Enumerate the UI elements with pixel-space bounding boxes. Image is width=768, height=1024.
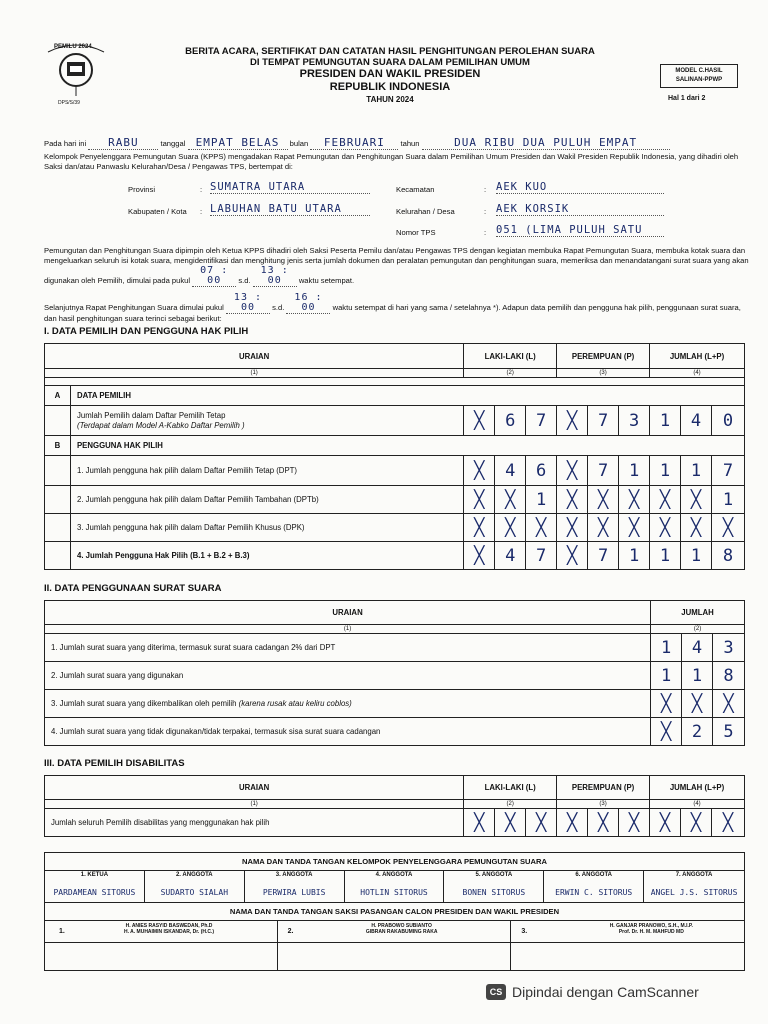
kpu-logo xyxy=(40,40,112,112)
pemungutan-start: 07 : 00 xyxy=(192,266,236,287)
intro-text: Kelompok Penyelenggara Pemungutan Suara (KPPS) mengadakan Rapat Pemungutan dan Penghitungan Suara dalam Pemilihan Umum Presiden dan Wakil Presiden Republik Indonesia, yang dihadiri oleh Saksi dan/atau Panwaslu Kelurahan/Desa / Pengawas TPS, bertempat di: xyxy=(44,151,739,171)
form-page: PEMILU 2024 DPS/S/39 BERITA ACARA, SERTIFIKAT DAN CATATAN HASIL PENGHITUNGAN PEROLEHAN SUARA DI TEMPAT PEMUNGUTAN SUARA DALAM PEMILIHAN UMUM PRESIDEN DAN WAKIL PRESIDEN REPUBLIK INDONESIA TAHUN 2024 MODEL C.HASIL SALINAN-PPWP Hal 1 dari 2 Pada hari ini RABU tanggal EMPAT BELAS bulan FEBRUARI tahun DUA RIBU DUA PULUH EMPAT Kelompok Penyelenggara Pemungutan Suara (KPPS) mengadakan Rapat Pemungutan dan Penghitungan Suara dalam Pemilihan Umum Presiden dan Wakil Presiden Republik Indonesia, yang dihadiri oleh Saksi dan/atau Panwaslu Kelurahan/Desa / Pengawas TPS, bertempat di: Provinsi : SUMATRA UTARA Kabupaten / Kota : LABUHAN BATU UTARA Kecamatan : AEK KUO Kelurahan / Desa : AEK KORSIK Nomor TPS : 051 (LIMA PULUH SATU Pemungutan dan Penghitungan Suara dipimpin oleh Ketua KPPS dihadiri oleh Saksi Peserta Pemilu dan/atau Pengawas TPS dengan kegiatan membuka Rapat Pemungutan Suara, membuka kotak suara dan mengeluarkan seluruh isi kotak suara, mengidentifikasi dan menghitung jenis serta jumlah dokumen dan peralatan pemungutan dan penghitungan suara, memeriksa dan menandatangani surat suara yang akan digunakan oleh Pemilih, dimulai pada pukul 07 : 00 s.d. 13 : 00 waktu setempat. Selanjutnya Rapat Penghitungan Suara dimulai pukul 13 : 00 s.d. 16 : 00 waktu setempat di hari yang sama / setelahnya *). Adapun data pemilih dan pengguna hak pilih, penggunaan surat suara, dan hasil penghitungan suara terinci sebagai berikut: I. DATA PEMILIH DAN PENGGUNA HAK PILIH URAIAN LAKI-LAKI (L) PEREMPUAN (P) JUMLAH (L+P) (1) (2) (3) (4) A DATA PEMILIH Jumlah Pemilih dalam Daftar Pemilih Tetap (Terdapat dalam Model A-Kabko Daftar Pemilih ) ╳ 6 7 ╳ 7 3 1 4 0 B PENGGUNA HAK PILIH 1. Jumlah pengguna hak pilih dalam Daftar Pemilih Tetap (DPT) ╳ 4 6 ╳ 7 1 1 1 7 2. Jumlah pengguna hak pilih dalam Daftar Pemilih Tambahan (DPTb) ╳ ╳ 1 ╳ ╳ ╳ ╳ ╳ 1 3. Jumlah pengguna hak pilih dalam Daftar Pemilih Khusus (DPK) ╳ ╳ ╳ ╳ ╳ ╳ ╳ ╳ ╳ 4. Jumlah Pengguna Hak Pilih (B.1 + B.2 + B.3) ╳ 4 7 ╳ 7 1 1 1 8 II. DATA PENGGUNAAN SURAT SUARA URAIAN JUMLAH (1) (2) 1. Jumlah surat suara yang diterima, termasuk surat suara cadangan 2% dari DPT 1 4 3 2. Jumlah surat suara yang digunakan 1 1 8 3. Jumlah surat suara yang dikembalikan oleh pemilih (karena rusak atau keliru coblos) ╳ ╳ ╳ 4. Jumlah surat suara yang tidak digunakan/tidak terpakai, termasuk sisa surat suara cadangan ╳ 2 5 III. DATA PEMILIH DISABILITAS URAIAN LAKI-LAKI (L) PEREMPUAN (P) JUMLAH (L+P) (1) (2) (3) (4) Jumlah seluruh Pemilih disabilitas yang menggunakan hak pilih ╳ ╳ ╳ ╳ ╳ ╳ ╳ ╳ ╳ NAMA DAN TANDA TANGAN KELOMPOK PENYELENGGARA PEMUNGUTAN SUARA 1. KETUA PARDAMEAN SITORUS 2. ANGGOTA SUDARTO SIALAH 3. ANGGOTA PERWIRA LUBIS 4. ANGGOTA HOTLIN SITORUS 5. ANGGOTA BONEN SITORUS 6. ANGGOTA ERWIN C. SITORUS 7. ANGGOTA ANGEL J.S. SITORUS NAMA DAN TANDA TANGAN SAKSI PASANGAN CALON PRESIDEN DAN WAKIL PRESIDEN 1. H. ANIES RASYID BASWEDAN, Ph.D H. A. MUHAIMIN ISKANDAR, Dr. (H.C.) 2. H. PRABOWO SUBIANTO GIBRAN RAKABUMING RAKA 3. H. GANJAR PRANOWO, S.H., M.I.P. Prof. Dr. H. M. MAHFUD MD CS Dipindai dengan CamScanner xyxy=(0,0,768,1024)
signature-cell: 4. ANGGOTA HOTLIN SITORUS xyxy=(344,871,444,903)
kelurahan-label: Kelurahan / Desa xyxy=(396,207,455,216)
bulan-label: bulan xyxy=(289,139,309,148)
model-line-1: MODEL C.HASIL xyxy=(675,68,723,74)
pada-hari-label: Pada hari ini xyxy=(44,139,87,148)
signature-cell: 5. ANGGOTA BONEN SITORUS xyxy=(444,871,544,903)
provinsi-label: Provinsi xyxy=(128,185,156,194)
tahun-label: tahun xyxy=(400,139,420,148)
page-number: Hal 1 dari 2 xyxy=(668,95,706,102)
col-uraian: URAIAN xyxy=(45,344,464,369)
signature-cell: 3. ANGGOTA PERWIRA LUBIS xyxy=(244,871,344,903)
section-1-title: I. DATA PEMILIH DAN PENGGUNA HAK PILIH xyxy=(44,326,249,337)
table-data-pemilih: URAIAN LAKI-LAKI (L) PEREMPUAN (P) JUMLAH (L+P) (1) (2) (3) (4) A DATA PEMILIH Jumlah Pemilih dalam Daftar Pemilih Tetap (Terdapat dalam Model A-Kabko Daftar Pemilih ) ╳ 6 7 ╳ 7 3 1 4 0 B PENGGUNA HAK PILIH 1. Jumlah pengguna hak pilih dalam Daftar Pemilih Tetap (DPT) ╳ 4 6 ╳ 7 1 1 1 7 2. Jumlah pengguna hak pilih dalam Daftar Pemilih Tambahan (DPTb) ╳ ╳ 1 ╳ ╳ ╳ ╳ ╳ 1 3. Jumlah pengguna hak pilih dalam Daftar Pemilih Khusus (DPK) ╳ ╳ ╳ ╳ ╳ ╳ ╳ ╳ ╳ 4. Jumlah Pengguna Hak Pilih (B.1 + B.2 + B.3) ╳ 4 7 ╳ 7 1 1 1 8 xyxy=(44,343,745,570)
saksi-cell: 1. H. ANIES RASYID BASWEDAN, Ph.D H. A. MUHAIMIN ISKANDAR, Dr. (H.C.) xyxy=(45,921,278,943)
row-b-title: PENGGUNA HAK PILIH xyxy=(70,436,744,456)
col-jumlah: JUMLAH (L+P) xyxy=(650,776,745,800)
col-uraian: URAIAN xyxy=(45,601,651,625)
section-2-title: II. DATA PENGGUNAAN SURAT SUARA xyxy=(44,583,222,594)
para-penghitungan: Selanjutnya Rapat Penghitungan Suara dimulai pukul 13 : 00 s.d. 16 : 00 waktu setempat di hari yang sama / setelahnya *). Adapun data pemilih dan pengguna hak pilih, penggunaan surat suara, dan hasil penghitungan suara terinci sebagai berikut: xyxy=(44,292,741,323)
model-badge xyxy=(660,64,738,88)
kelurahan-value: AEK KORSIK xyxy=(496,203,664,216)
kecamatan-label: Kecamatan xyxy=(396,185,435,194)
camscanner-icon: CS xyxy=(486,984,506,1000)
table-row: 4. Jumlah Pengguna Hak Pilih (B.1 + B.2 + B.3) ╳ 4 7 ╳ 7 1 1 1 8 xyxy=(45,542,745,570)
table-row: 3. Jumlah surat suara yang dikembalikan oleh pemilih (karena rusak atau keliru coblos) ╳ ╳ ╳ xyxy=(45,690,745,718)
title-line-1: BERITA ACARA, SERTIFIKAT DAN CATATAN HASIL PENGHITUNGAN PEROLEHAN SUARA xyxy=(185,46,595,57)
tahun-value: DUA RIBU DUA PULUH EMPAT xyxy=(422,138,670,150)
section-3-title: III. DATA PEMILIH DISABILITAS xyxy=(44,758,185,769)
table-row: 1. Jumlah pengguna hak pilih dalam Daftar Pemilih Tetap (DPT) ╳ 4 6 ╳ 7 1 1 1 7 xyxy=(45,456,745,486)
table-row: Jumlah seluruh Pemilih disabilitas yang menggunakan hak pilih ╳ ╳ ╳ ╳ ╳ ╳ ╳ ╳ ╳ xyxy=(45,809,745,837)
hari-value: RABU xyxy=(88,138,158,150)
table-row: 2. Jumlah surat suara yang digunakan 1 1 8 xyxy=(45,662,745,690)
col-perempuan: PEREMPUAN (P) xyxy=(557,344,650,369)
signature-cell: 1. KETUA PARDAMEAN SITORUS xyxy=(45,871,145,903)
camscanner-watermark xyxy=(486,984,699,1000)
para-pemungutan: Pemungutan dan Penghitungan Suara dipimpin oleh Ketua KPPS dihadiri oleh Saksi Peserta Pemilu dan/atau Pengawas TPS dengan kegiatan membuka Rapat Pemungutan Suara, membuka kotak suara dan mengeluarkan seluruh isi kotak suara, mengidentifikasi dan menghitung jenis serta jumlah dokumen dan peralatan pemungutan dan penghitungan suara, memeriksa dan menandatangani surat suara yang akan digunakan oleh Pemilih, dimulai pada pukul 07 : 00 s.d. 13 : 00 waktu setempat. xyxy=(44,246,749,286)
penghitungan-end: 16 : 00 xyxy=(286,293,330,314)
title-line-5: TAHUN 2024 xyxy=(366,95,414,104)
title-line-4: REPUBLIK INDONESIA xyxy=(329,81,451,93)
kpps-signature-title: NAMA DAN TANDA TANGAN KELOMPOK PENYELENGGARA PEMUNGUTAN SUARA xyxy=(45,853,745,871)
logo-code: DPS/S/39 xyxy=(58,100,80,106)
document-title xyxy=(140,46,640,106)
kabupaten-label: Kabupaten / Kota xyxy=(128,207,187,216)
tanggal-label: tanggal xyxy=(160,139,186,148)
tanggal-value: EMPAT BELAS xyxy=(188,138,288,150)
col-jumlah: JUMLAH xyxy=(651,601,745,625)
tps-label: Nomor TPS xyxy=(396,228,436,237)
table-row: 1. Jumlah surat suara yang diterima, termasuk surat suara cadangan 2% dari DPT 1 4 3 xyxy=(45,634,745,662)
model-line-2: SALINAN-PPWP xyxy=(675,77,723,83)
table-row: Jumlah Pemilih dalam Daftar Pemilih Tetap (Terdapat dalam Model A-Kabko Daftar Pemilih ) ╳ 6 7 ╳ 7 3 1 4 0 xyxy=(45,406,745,436)
saksi-signature-title: NAMA DAN TANDA TANGAN SAKSI PASANGAN CALON PRESIDEN DAN WAKIL PRESIDEN xyxy=(45,903,745,921)
table-surat-suara: URAIAN JUMLAH (1) (2) 1. Jumlah surat suara yang diterima, termasuk surat suara cadangan 2% dari DPT 1 4 3 2. Jumlah surat suara yang digunakan 1 1 8 3. Jumlah surat suara yang dikembalikan oleh pemilih (karena rusak atau keliru coblos) ╳ ╳ ╳ 4. Jumlah surat suara yang tidak digunakan/tidak terpakai, termasuk sisa surat suara cadangan ╳ 2 5 xyxy=(44,600,745,746)
signature-cell: 7. ANGGOTA ANGEL J.S. SITORUS xyxy=(644,871,745,903)
bulan-value: FEBRUARI xyxy=(310,138,398,150)
signature-table xyxy=(44,852,745,921)
logo-text: PEMILU 2024 xyxy=(54,44,92,50)
title-line-3: PRESIDEN DAN WAKIL PRESIDEN xyxy=(299,68,481,80)
signature-cell: 6. ANGGOTA ERWIN C. SITORUS xyxy=(544,871,644,903)
col-laki: LAKI-LAKI (L) xyxy=(464,776,557,800)
row-a-label: A xyxy=(45,386,71,406)
saksi-table xyxy=(44,920,745,971)
kecamatan-value: AEK KUO xyxy=(496,181,664,194)
table-row: 4. Jumlah surat suara yang tidak digunakan/tidak terpakai, termasuk sisa surat suara cadangan ╳ 2 5 xyxy=(45,718,745,746)
title-line-2: DI TEMPAT PEMUNGUTAN SUARA DALAM PEMILIHAN UMUM xyxy=(250,57,530,68)
provinsi-value: SUMATRA UTARA xyxy=(210,181,370,194)
tps-value: 051 (LIMA PULUH SATU xyxy=(496,224,664,237)
kabupaten-value: LABUHAN BATU UTARA xyxy=(210,203,370,216)
table-row: 2. Jumlah pengguna hak pilih dalam Daftar Pemilih Tambahan (DPTb) ╳ ╳ 1 ╳ ╳ ╳ ╳ ╳ 1 xyxy=(45,486,745,514)
col-uraian: URAIAN xyxy=(45,776,464,800)
col-jumlah: JUMLAH (L+P) xyxy=(650,344,745,369)
camscanner-text: Dipindai dengan CamScanner xyxy=(512,984,699,1000)
row-b-label: B xyxy=(45,436,71,456)
row-a-title: DATA PEMILIH xyxy=(70,386,744,406)
col-perempuan: PEREMPUAN (P) xyxy=(557,776,650,800)
intro-paragraph xyxy=(44,138,744,173)
penghitungan-start: 13 : 00 xyxy=(226,293,270,314)
saksi-cell: 3. H. GANJAR PRANOWO, S.H., M.I.P. Prof. Dr. H. M. MAHFUD MD xyxy=(511,921,745,943)
pemungutan-end: 13 : 00 xyxy=(253,266,297,287)
saksi-cell: 2. H. PRABOWO SUBIANTO GIBRAN RAKABUMING RAKA xyxy=(277,921,511,943)
col-laki: LAKI-LAKI (L) xyxy=(464,344,557,369)
signature-cell: 2. ANGGOTA SUDARTO SIALAH xyxy=(144,871,244,903)
table-row: 3. Jumlah pengguna hak pilih dalam Daftar Pemilih Khusus (DPK) ╳ ╳ ╳ ╳ ╳ ╳ ╳ ╳ ╳ xyxy=(45,514,745,542)
table-disabilitas: URAIAN LAKI-LAKI (L) PEREMPUAN (P) JUMLAH (L+P) (1) (2) (3) (4) Jumlah seluruh Pemilih disabilitas yang menggunakan hak pilih ╳ ╳ ╳ ╳ ╳ ╳ ╳ ╳ ╳ xyxy=(44,775,745,837)
